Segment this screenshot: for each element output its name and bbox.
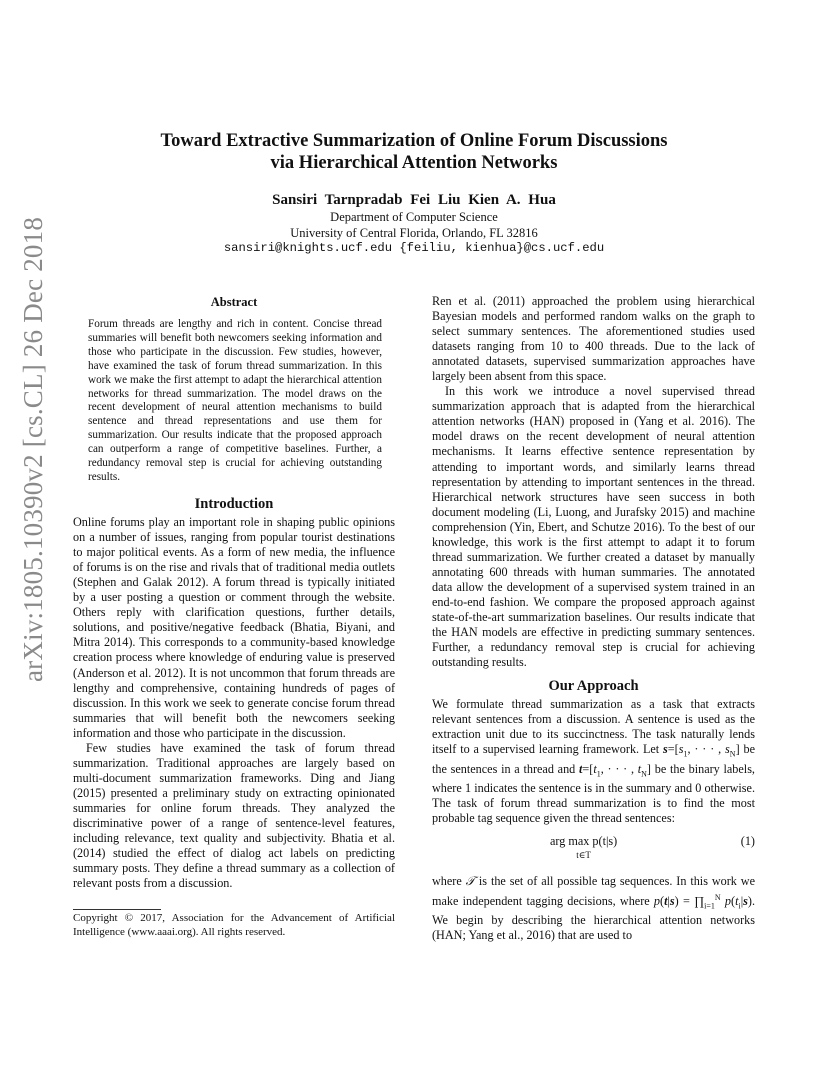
title-line-2: via Hierarchical Attention Networks: [270, 153, 558, 173]
intro-heading: Introduction: [194, 496, 274, 512]
arxiv-stamp: arXiv:1805.10390v2 [cs.CL] 26 Dec 2018: [18, 216, 48, 682]
approach-paragraph-2: where 𝒯 is the set of all possible tag sequences. In this work we make independent tagging decisions, where $p(t|s) = \prod_{i=1}^N$ $p(t_i|s)$. We begin by describing the hierarchical attention networks (HAN; Yang et al., 2016) that are used to: [432, 874, 755, 943]
right-paragraph-1: Ren et al. (2011) approached the problem using hierarchical Bayesian models and performed random walks on the graph to select summary sentences. The aforementioned studies used datasets ranging from 10 to 400 threads. Due to the lack of annotated datasets, supervised summarization approaches have largely been absent from this space.: [432, 294, 755, 384]
equation-number: (1): [740, 834, 755, 849]
title-line-1: Toward Extractive Summarization of Online Forum Discussions: [160, 131, 668, 151]
equation-subscript: t∈T: [576, 849, 591, 860]
left-column: [73, 497, 395, 891]
department: Department of Computer Science: [330, 210, 498, 224]
affiliation: [0, 210, 828, 257]
footnote-rule: [73, 909, 161, 910]
equation-body: arg max p(t|s) t∈T: [550, 834, 617, 862]
right-column: [432, 294, 755, 943]
equation-1: [432, 834, 755, 868]
authors: Sansiri Tarnpradab Fei Liu Kien A. Hua: [272, 192, 556, 208]
intro-paragraph-2: Few studies have examined the task of forum thread summarization. Traditional approaches are largely based on multi-document summarization frameworks. Ding and Jiang (2015) presented a preliminary study on extracting opinionated summaries for online forum threads. They analyzed the discriminative power of a range of sentence-level features, including relevance, text quality and subjectivity. Bhatia et al. (2014) studied the effect of dialog act labels on predicting summary posts. They define a thread summary as a collection of relevant posts from a discussion.: [73, 740, 395, 891]
right-paragraph-2: In this work we introduce a novel supervised thread summarization approach that is adapted from the hierarchical attention networks (HAN) proposed in (Yang et al. 2016). The model draws on the recent development of neural attention mechanisms. It learns effective sentence representation by attending to important words, and similarly learns thread representation by attending to important sentences in the thread. Hierarchical network structures have seen success in both document modeling (Li, Luong, and Jurafsky 2015) and machine comprehension (Yin, Ebert, and Schutze 2016). To the best of our knowledge, this work is the first attempt to adapt it to forum thread summarization. We further created a dataset by manually annotating 600 threads with human summaries. The annotated data allow the development of a supervised system trained in an end-to-end fashion. We compare the proposed approach against state-of-the-art summarization baselines. Our results indicate that the HAN models are effective in predicting summary sentences. Further, a redundancy removal step is crucial for achieving outstanding results.: [432, 384, 755, 670]
university: University of Central Florida, Orlando, FL 32816: [290, 225, 538, 240]
emails: sansiri@knights.ucf.edu {feiliu, kienhua}@cs.ucf.edu: [223, 241, 605, 256]
approach-heading: Our Approach: [548, 678, 639, 695]
copyright-notice: Copyright © 2017, Association for the Advancement of Artificial Intelligence (www.aaai.org). All rights reserved.: [73, 912, 395, 938]
abstract-heading: Abstract: [210, 295, 258, 309]
intro-paragraph-1: Online forums play an important role in shaping public opinions on a number of issues, ranging from popular tourist destinations to major political events. As a form of new media, the influence of forums is on the rise and rivals that of traditional media outlets (Stephen and Galak 2012). A forum thread is typically initiated by a user posting a question or comment through the website. Others reply with clarification questions, further details, solutions, and positive/negative feedback (Bhatia, Biyani, and Mitra 2014). This corresponds to a community-based knowledge creation process where knowledge of enduring value is preserved (Anderson et al. 2012). It is not uncommon that forum threads are lengthy and comprehensive, containing hundreds of pages of discussion. In this work we seek to generate concise forum thread summaries that will benefit both the newcomers seeking information and those who participate in the discussion.: [73, 515, 395, 740]
abstract-text: Forum threads are lengthy and rich in content. Concise thread summaries will benefit both newcomers seeking information and those who participate in the discussion. Few studies, however, have examined the task of forum thread summarization. In this work we make the first attempt to adapt the hierarchical attention networks for thread summarization. The model draws on the recent development of neural attention mechanisms to build sentence and thread representations and use them for summarization. Our results indicate that the proposed approach can outperform a range of competitive baselines. Further, a redundancy removal step is crucial for achieving outstanding results.: [88, 318, 382, 483]
paper-title: [0, 130, 828, 174]
approach-paragraph-1: We formulate thread summarization as a task that extracts relevant sentences from a discussion. A sentence is used as the extraction unit due to its succinctness. The task naturally lends itself to a supervised learning framework. Let $s=[s_1$, · · · , $s_N$] be the sentences in a thread and $t=[t_1$, · · · , $t_N$] be the binary labels, where 1 indicates the sentence is in the summary and 0 otherwise. The task of forum thread summarization is to find the most probable tag sequence given the thread sentences:: [432, 697, 755, 826]
